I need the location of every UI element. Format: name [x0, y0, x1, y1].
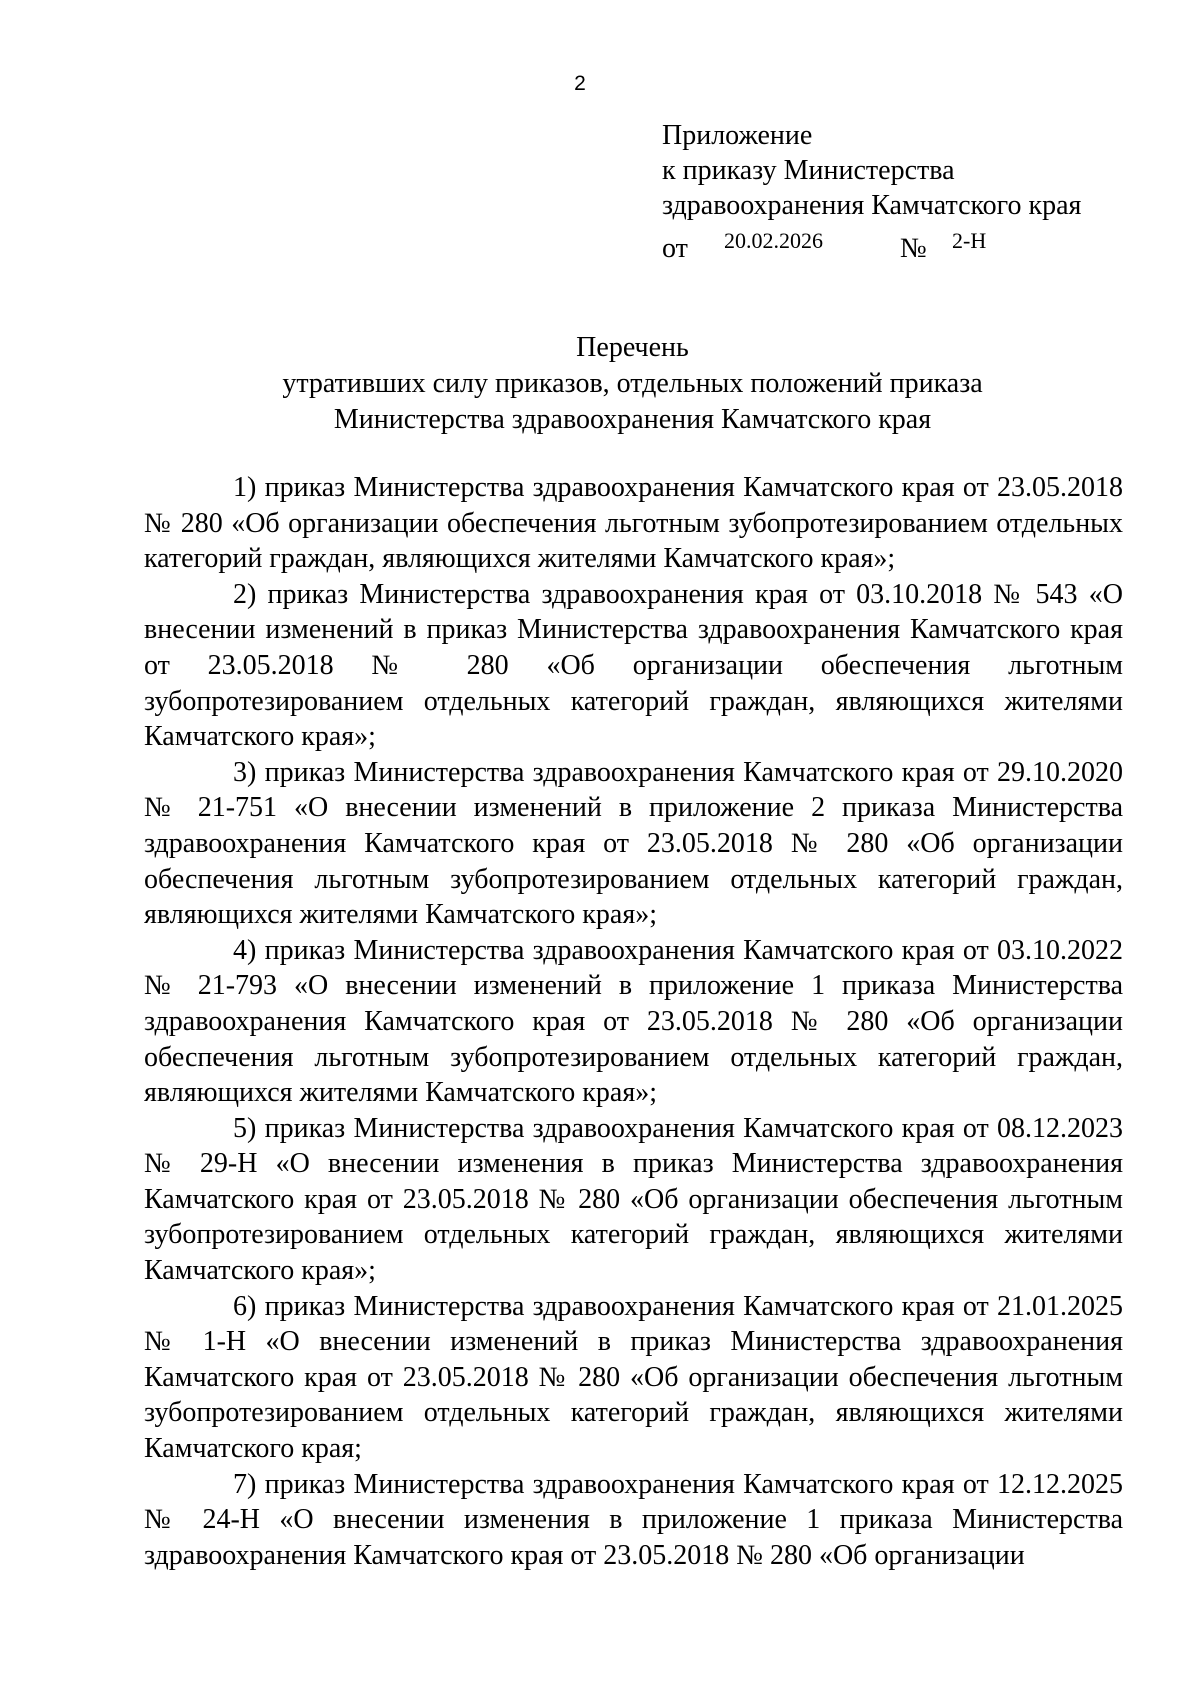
page-number: 2 [574, 72, 586, 95]
appendix-line-2: к приказу Министерства [662, 155, 955, 186]
from-label: от [662, 233, 688, 264]
title-line-1: Перечень [576, 332, 689, 363]
list-item: 4) приказ Министерства здравоохранения Камчатского края от 03.10.2022 № 21-793 «О внесении изменений в приложение 1 приказа Министерства здравоохранения Камчатского края от 23.05.2018 № 280 «Об организации обеспечения льготным зубопротезированием отдельных категорий граждан, являющихся жителями Камчатского края»; [144, 934, 1123, 1109]
list-item: 2) приказ Министерства здравоохранения края от 03.10.2018 № 543 «О внесении изменений в приказ Министерства здравоохранения Камчатского края от 23.05.2018 № 280 «Об организации обеспечения льготным зубопротезированием отдельных категорий граждан, являющихся жителями Камчатского края»; [144, 578, 1123, 753]
appendix-line-3: здравоохранения Камчатского края [662, 190, 1082, 221]
number-label: № [900, 233, 927, 264]
title-line-2: утративших силу приказов, отдельных положений приказа [282, 368, 983, 399]
title-line-3: Министерства здравоохранения Камчатского края [333, 404, 932, 435]
list-item: 3) приказ Министерства здравоохранения Камчатского края от 29.10.2020 № 21-751 «О внесении изменений в приложение 2 приказа Министерства здравоохранения Камчатского края от 23.05.2018 № 280 «Об организации обеспечения льготным зубопротезированием отдельных категорий граждан, являющихся жителями Камчатского края»; [144, 756, 1123, 931]
list-item: 5) приказ Министерства здравоохранения Камчатского края от 08.12.2023 № 29-Н «О внесении изменения в приказ Министерства здравоохранения Камчатского края от 23.05.2018 № 280 «Об организации обеспечения льготным зубопротезированием отдельных категорий граждан, являющихся жителями Камчатского края»; [144, 1112, 1123, 1287]
appendix-header [662, 118, 1081, 263]
order-number: 2-Н [952, 228, 987, 253]
order-date: 20.02.2026 [724, 228, 823, 253]
appendix-date-row [662, 223, 1081, 263]
list-item: 6) приказ Министерства здравоохранения Камчатского края от 21.01.2025 № 1-Н «О внесении изменений в приказ Министерства здравоохранения Камчатского края от 23.05.2018 № 280 «Об организации обеспечения льготным зубопротезированием отдельных категорий граждан, являющихся жителями Камчатского края; [144, 1290, 1123, 1465]
repealed-orders-list [144, 470, 1123, 1573]
appendix-line-1: Приложение [662, 120, 813, 151]
list-item: 1) приказ Министерства здравоохранения Камчатского края от 23.05.2018 № 280 «Об организации обеспечения льготным зубопротезированием отдельных категорий граждан, являющихся жителями Камчатского края»; [144, 472, 1123, 575]
document-title [140, 330, 1125, 438]
list-item: 7) приказ Министерства здравоохранения Камчатского края от 12.12.2025 № 24-Н «О внесении изменения в приложение 1 приказа Министерства здравоохранения Камчатского края от 23.05.2018 № 280 «Об организации [144, 1468, 1123, 1571]
